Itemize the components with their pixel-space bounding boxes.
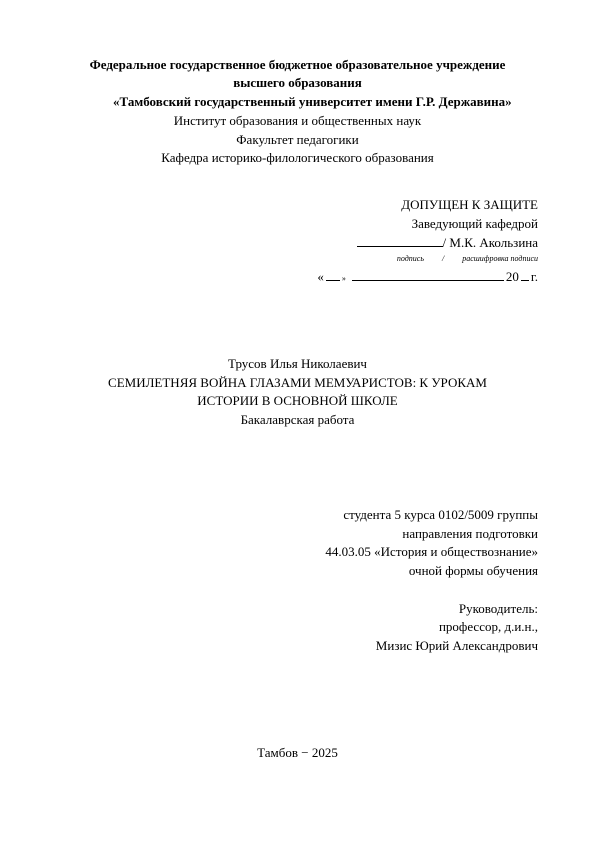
month-blank: [352, 268, 504, 281]
student-group: студента 5 курса 0102/5009 группы: [343, 507, 538, 522]
institute-name: Институт образования и общественных наук: [173, 113, 422, 128]
decoding-caption: расшифровка подписи: [462, 254, 538, 263]
signature-caption: подпись: [396, 254, 424, 263]
supervisor-label: Руководитель:: [458, 601, 538, 616]
student-study-form: очной формы обучения: [408, 563, 538, 578]
work-type: Бакалаврская работа: [240, 412, 355, 427]
caption-separator: /: [441, 254, 445, 263]
year-prefix: 20: [505, 269, 519, 284]
date-close-quote: »: [341, 274, 346, 283]
head-name: / М.К. Акользина: [442, 235, 538, 250]
head-role: Заведующий кафедрой: [411, 216, 538, 231]
head-signature-line: [357, 234, 538, 251]
admission-date-line: [317, 268, 538, 287]
day-blank: [326, 268, 340, 281]
header-line-2: высшего образования: [233, 75, 362, 90]
author-name: Трусов Илья Николаевич: [228, 356, 367, 371]
signature-blank: [357, 234, 443, 247]
faculty-name: Факультет педагогики: [236, 132, 359, 147]
work-title-line-2: ИСТОРИИ В ОСНОВНОЙ ШКОЛЕ: [197, 393, 398, 408]
supervisor-degree: профессор, д.и.н.,: [438, 619, 538, 634]
header-line-1: Федеральное государственное бюджетное образовательное учреждение: [89, 57, 506, 72]
admission-status: ДОПУЩЕН К ЗАЩИТЕ: [401, 197, 538, 212]
year-suffix: г.: [530, 269, 538, 284]
student-direction: 44.03.05 «История и обществознание»: [325, 544, 538, 559]
student-direction-label: направления подготовки: [402, 526, 538, 541]
university-name: «Тамбовский государственный университет имени Г.Р. Державина»: [113, 94, 512, 109]
supervisor-name: Мизис Юрий Александрович: [375, 638, 538, 653]
work-title-line-1: СЕМИЛЕТНЯЯ ВОЙНА ГЛАЗАМИ МЕМУАРИСТОВ: К УРОКАМ: [108, 375, 487, 390]
year-blank: [521, 268, 529, 281]
signature-captions: [397, 254, 538, 264]
city-year: Тамбов − 2025: [257, 745, 338, 760]
department-name: Кафедра историко-филологического образования: [161, 150, 434, 165]
date-open-quote: «: [317, 269, 324, 284]
